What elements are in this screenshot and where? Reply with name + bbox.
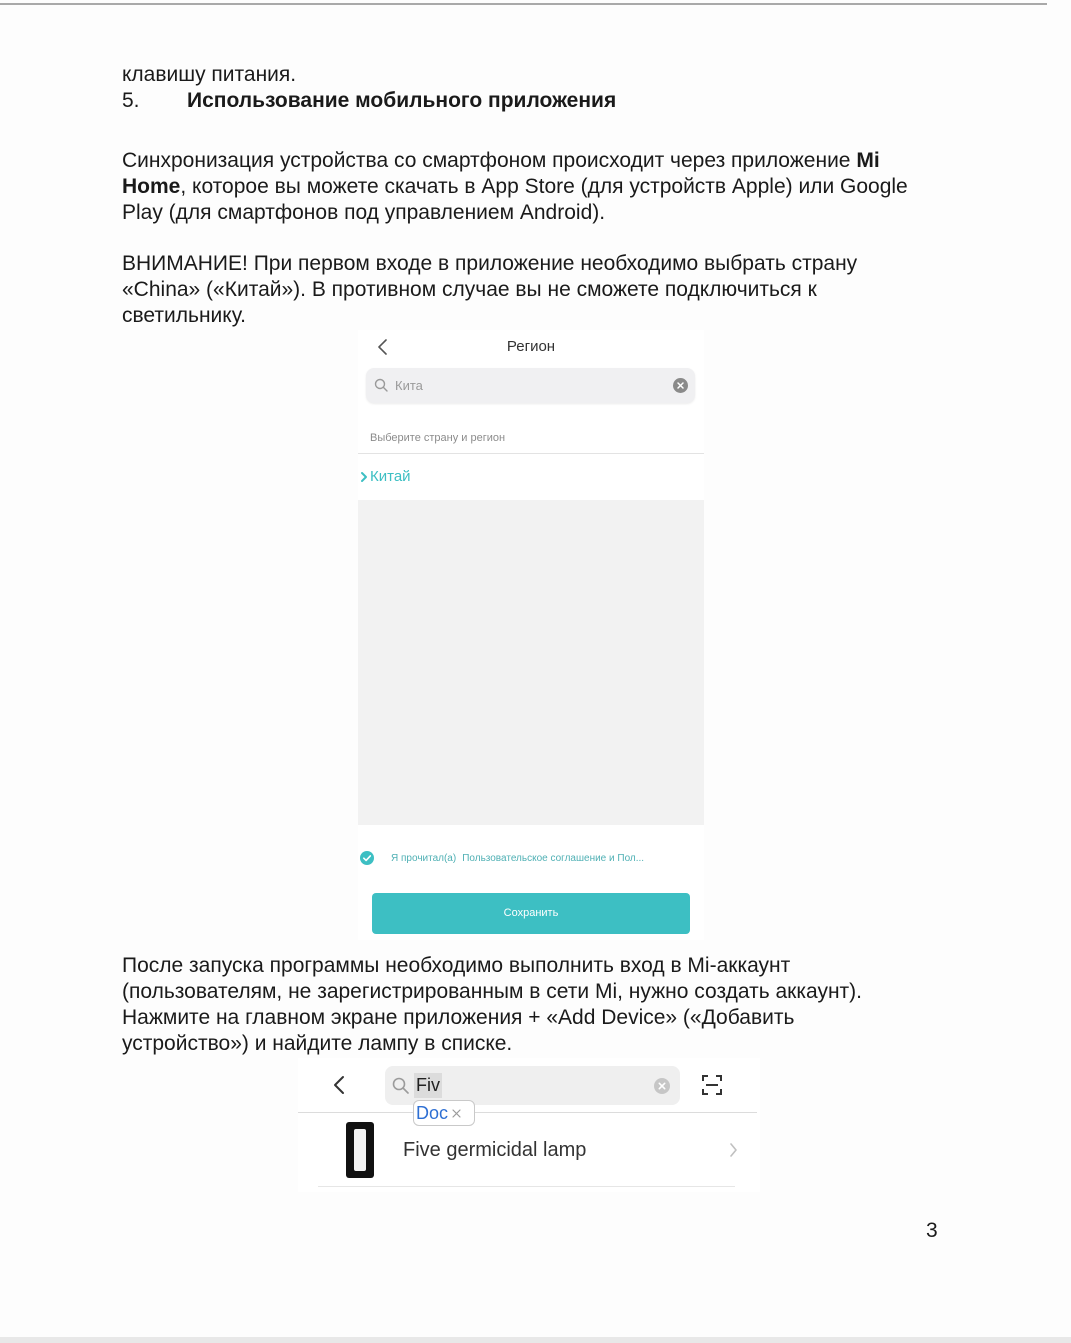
suggestion-text: Doc (416, 1103, 449, 1123)
region-screen-figure (358, 330, 704, 940)
app-name-part-2: Home (122, 175, 181, 198)
device-search-figure (298, 1058, 760, 1192)
agreement-link[interactable]: Пользовательское соглашение и Пол... (462, 853, 645, 864)
agreement-prefix: Я прочитал(а) (391, 853, 457, 864)
page-number: 3 (926, 1219, 938, 1242)
warning-line-3: светильнику. (122, 304, 246, 327)
sync-line-2-text: , которое вы можете скачать в App Store (для устройств Apple) или Google (180, 175, 908, 198)
warning-paragraph (122, 251, 857, 329)
login-line-3: Нажмите на главном экране приложения + «Add Device» («Добавить (122, 1006, 795, 1029)
search-icon (374, 378, 388, 392)
lead-line: клавишу питания. (122, 63, 297, 86)
divider (298, 1112, 757, 1113)
section-number: 5. (122, 89, 140, 112)
region-hint: Выберите страну и регион (370, 432, 506, 444)
close-icon[interactable] (452, 1109, 461, 1118)
search-value: Кита (395, 378, 423, 393)
login-paragraph (122, 953, 862, 1057)
autocomplete-suggestion-chip[interactable] (413, 1100, 475, 1126)
clear-icon[interactable] (673, 378, 688, 393)
device-result-name[interactable]: Five germicidal lamp (403, 1139, 587, 1161)
sync-paragraph-line-3: Play (для смартфонов под управлением Android). (122, 201, 606, 224)
screen-title: Регион (506, 338, 556, 355)
scan-icon[interactable] (702, 1075, 722, 1095)
top-rule (0, 3, 1047, 5)
warning-line-2: «China» («Китай»). В противном случае вы не сможете подключиться к (122, 278, 817, 301)
search-value: Fiv (414, 1073, 442, 1098)
sync-paragraph-line-2 (122, 174, 908, 200)
sync-line-1-text: Синхронизация устройства со смартфоном происходит через приложение (122, 149, 857, 172)
sync-paragraph (122, 148, 908, 226)
login-line-2: (пользователям, не зарегистрированным в сети Mi, нужно создать аккаунт). (122, 980, 862, 1003)
region-list-item-china[interactable] (360, 468, 411, 486)
section-heading (122, 88, 616, 114)
bottom-rule (0, 1337, 1071, 1343)
warning-line-1: ВНИМАНИЕ! При первом входе в приложение необходимо выбрать страну (122, 252, 858, 275)
agreement-text (391, 852, 644, 866)
section-title: Использование мобильного приложения (187, 89, 617, 112)
chevron-left-icon[interactable] (332, 1075, 345, 1095)
divider (318, 1186, 735, 1187)
region-list-area (358, 500, 704, 825)
region-name: Китай (370, 468, 411, 485)
section-header-block (122, 62, 616, 114)
search-icon (392, 1077, 409, 1094)
login-line-1: После запуска программы необходимо выполнить вход в Mi-аккаунт (122, 954, 791, 977)
app-name-part-1: Mi (856, 149, 880, 172)
save-button[interactable]: Сохранить (372, 893, 690, 934)
lamp-icon (346, 1122, 374, 1178)
check-circle-icon[interactable] (360, 851, 374, 865)
sync-paragraph-line-1 (122, 148, 908, 174)
chevron-right-icon[interactable] (729, 1142, 738, 1158)
region-search-input[interactable] (366, 368, 695, 403)
login-line-4: устройство») и найдите лампу в списке. (122, 1032, 513, 1055)
divider (358, 453, 704, 454)
clear-icon[interactable] (654, 1078, 670, 1094)
chevron-right-icon (360, 471, 368, 483)
